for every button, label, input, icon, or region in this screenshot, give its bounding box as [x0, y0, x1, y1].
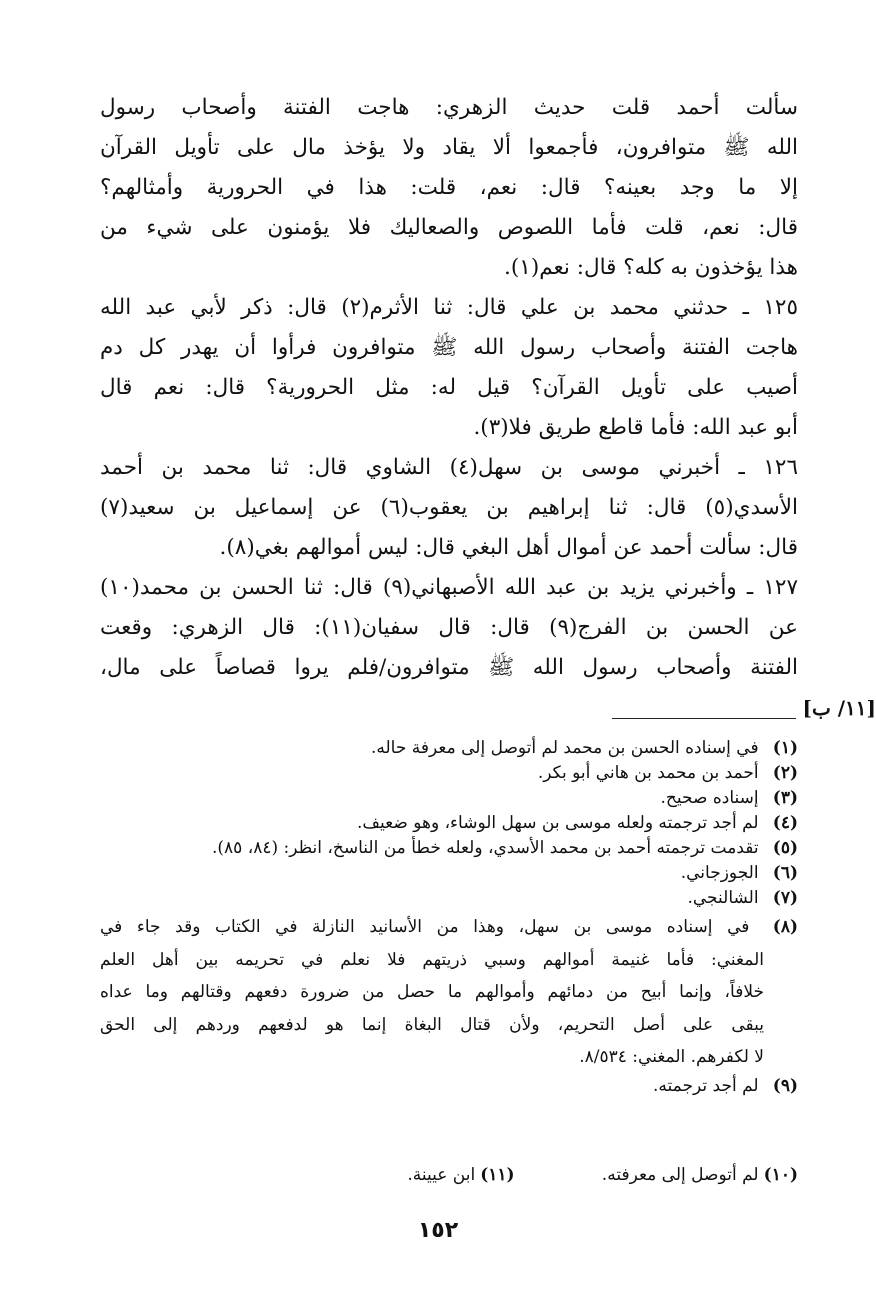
footnote-number: (٩)	[772, 1075, 798, 1096]
hadith-126-line: ١٢٦ ـ أخبرني موسى بن سهل(٤) الشاوي قال: ثنا محمد بن أحمد	[100, 455, 798, 480]
text-line: قال: نعم، قلت فأما اللصوص والصعاليك فلا يؤمنون على شيء من	[100, 215, 798, 240]
main-text	[100, 88, 798, 688]
footnote-number: (١١)	[480, 1165, 515, 1185]
text-line: قال: سألت أحمد عن أموال أهل البغي قال: ليس أموالهم بغي(٨).	[219, 535, 798, 560]
footnote-text: إسناده صحيح.	[660, 788, 759, 808]
footnote-text: الجوزجاني.	[680, 863, 759, 883]
footnote	[100, 761, 798, 786]
footnote-long-line: لا لكفرهم. المغني: ٨/٥٣٤.	[579, 1047, 764, 1067]
footnote-number: (١)	[772, 738, 798, 758]
footnote-number: (٦)	[772, 863, 798, 883]
footnote-text: أحمد بن محمد بن هاني أبو بكر.	[537, 763, 759, 783]
footnote	[100, 836, 798, 861]
footnote-number: (١٠)	[763, 1165, 798, 1185]
footnotes	[100, 736, 798, 1099]
footnote-text: لم أتوصل إلى معرفته.	[601, 1165, 759, 1185]
footnote	[100, 1074, 798, 1099]
footnote	[100, 861, 798, 886]
footnote-long-line: خلافاً، وإنما أبيح من دمائهم وأموالهم ما حصل من ضرورة دفعهم وقتالهم وما عداه	[100, 982, 764, 1002]
text-line: عن الحسن بن الفرج(٩) قال: قال سفيان(١١): قال الزهري: وقعت	[100, 615, 798, 640]
footnote	[407, 1165, 514, 1185]
hadith-125-line: ١٢٥ ـ حدثني محمد بن علي قال: ثنا الأثرم(٢) قال: ذكر لأبي عبد الله	[100, 295, 798, 320]
footnote	[100, 886, 798, 911]
text-line: الفتنة وأصحاب رسول الله ﷺ متوافرون/فلم يروا قصاصاً على مال،	[100, 655, 798, 680]
hadith-127-line: ١٢٧ ـ وأخبرني يزيد بن عبد الله الأصبهاني(٩) قال: ثنا الحسن بن محمد(١٠)	[100, 575, 798, 600]
text-line: الأسدي(٥) قال: ثنا إبراهيم بن يعقوب(٦) عن إسماعيل بن سعيد(٧)	[100, 495, 798, 520]
footnote-long-line: المغني: فأما غنيمة أموالهم وسبي ذريتهم فلا نعلم في تحريمه بين أهل العلم	[100, 949, 764, 970]
text-line: هذا يؤخذون به كله؟ قال: نعم(١).	[504, 255, 798, 280]
footnote-text: تقدمت ترجمته أحمد بن محمد الأسدي، ولعله خطأ من الناسخ، انظر: (٨٤، ٨٥).	[212, 838, 759, 858]
manuscript-folio-marker: [١١/ ب]	[802, 696, 876, 720]
text-line: أبو عبد الله: فأما قاطع طريق فلا(٣).	[473, 415, 798, 440]
footnote-text: في إسناده الحسن بن محمد لم أتوصل إلى معرفة حاله.	[370, 738, 759, 758]
footnote-number: (٣)	[772, 788, 798, 808]
footnote-number: (٥)	[772, 838, 798, 858]
footnote-number: (٤)	[772, 813, 798, 833]
footnote	[100, 736, 798, 761]
footnote-separator	[612, 718, 796, 719]
footnote-number: (٧)	[772, 888, 798, 908]
footnote-text: ابن عيينة.	[407, 1165, 476, 1185]
footnote	[100, 811, 798, 836]
footnote-number: (٢)	[772, 763, 798, 783]
text-line: سألت أحمد قلت حديث الزهري: هاجت الفتنة وأصحاب رسول	[100, 95, 798, 120]
footnote-text: لم أجد ترجمته.	[653, 1075, 759, 1096]
text-line: أصيب على تأويل القرآن؟ قيل له: مثل الحرورية؟ قال: نعم قال	[100, 375, 798, 400]
footnote-text: في إسناده موسى بن سهل، وهذا من الأسانيد النازلة في الكتاب وقد جاء في	[100, 917, 750, 937]
footnote	[520, 1163, 798, 1188]
page-number: ١٥٢	[417, 1218, 459, 1243]
footnote-text: الشالنجي.	[687, 888, 759, 908]
footnote	[100, 786, 798, 811]
footnote-number: (٨)	[772, 917, 798, 937]
footnote-long-line	[100, 911, 798, 944]
text-line: هاجت الفتنة وأصحاب رسول الله ﷺ متوافرون فرأوا أن يهدر كل دم	[100, 335, 798, 360]
footnote-pair	[100, 1163, 798, 1188]
footnote-text: لم أجد ترجمته ولعله موسى بن سهل الوشاء، وهو ضعيف.	[357, 813, 759, 833]
text-line: الله ﷺ متوافرون، فأجمعوا ألا يقاد ولا يؤخذ مال على تأويل القرآن	[100, 135, 798, 160]
footnote-long-line: يبقى على أصل التحريم، ولأن قتال البغاة إنما هو لدفعهم وردهم إلى الحق	[100, 1014, 764, 1035]
text-line: إلا ما وجد بعينه؟ قال: نعم، قلت: هذا في الحرورية وأمثالهم؟	[100, 175, 798, 200]
